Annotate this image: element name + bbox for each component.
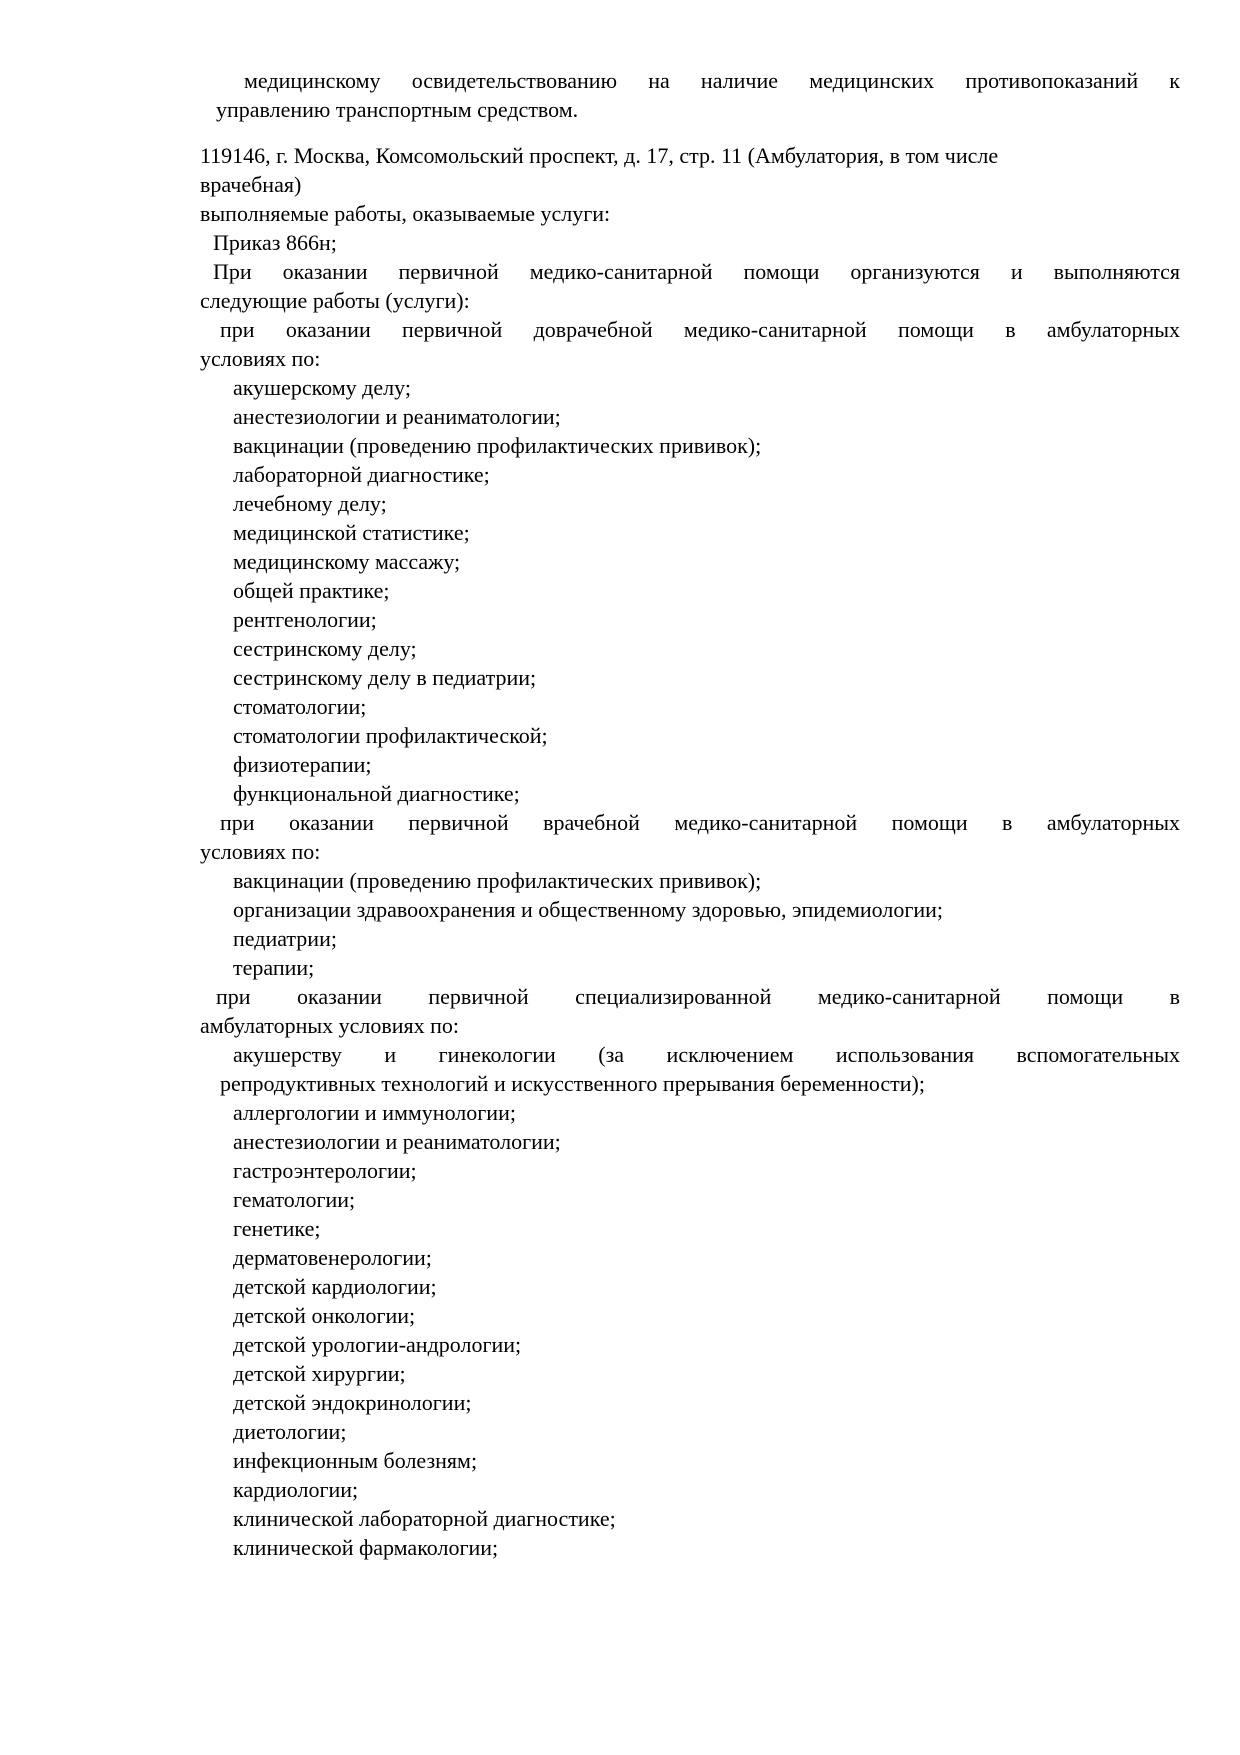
document-line: медицинскому освидетельствованию на наличие медицинских противопоказаний к: [244, 68, 1180, 93]
license-text-block: [200, 66, 1180, 1562]
document-line: лабораторной диагностике;: [233, 462, 490, 487]
document-line: физиотерапии;: [233, 752, 372, 777]
document-line: лечебному делу;: [233, 491, 387, 516]
document-line: организации здравоохранения и общественному здоровью, эпидемиологии;: [233, 897, 944, 922]
document-line: генетике;: [233, 1216, 321, 1241]
document-line: при оказании первичной специализированной медико-санитарной помощи в: [216, 984, 1180, 1009]
document-line: детской урологии-андрологии;: [233, 1332, 522, 1357]
document-line: условиях по:: [200, 346, 321, 371]
document-line: гастроэнтерологии;: [233, 1158, 417, 1183]
document-line: амбулаторных условиях по:: [200, 1013, 460, 1038]
document-line: стоматологии;: [233, 694, 367, 719]
document-line: рентгенологии;: [233, 607, 377, 632]
document-line: функциональной диагностике;: [233, 781, 520, 806]
document-line: детской онкологии;: [233, 1303, 416, 1328]
document-line: инфекционным болезням;: [233, 1448, 478, 1473]
document-line: общей практике;: [233, 578, 390, 603]
document-line: при оказании первичной врачебной медико-санитарной помощи в амбулаторных: [220, 810, 1180, 835]
document-line: выполняемые работы, оказываемые услуги:: [200, 201, 611, 226]
document-line: репродуктивных технологий и искусственного прерывания беременности);: [220, 1071, 925, 1096]
document-line: сестринскому делу;: [233, 636, 417, 661]
document-line: вакцинации (проведению профилактических прививок);: [233, 433, 762, 458]
document-line: Приказ 866н;: [213, 230, 337, 255]
document-line: вакцинации (проведению профилактических прививок);: [233, 868, 762, 893]
document-line: медицинской статистике;: [233, 520, 470, 545]
document-line: стоматологии профилактической;: [233, 723, 548, 748]
document-line: детской хирургии;: [233, 1361, 406, 1386]
document-line: при оказании первичной доврачебной медико-санитарной помощи в амбулаторных: [220, 317, 1180, 342]
document-line: кардиологии;: [233, 1477, 359, 1502]
document-line: врачебная): [200, 172, 302, 197]
document-line: управлению транспортным средством.: [216, 97, 579, 122]
document-line: 119146, г. Москва, Комсомольский проспект, д. 17, стр. 11 (Амбулатория, в том числе: [200, 143, 999, 168]
document-line: анестезиологии и реаниматологии;: [233, 404, 561, 429]
document-line: анестезиологии и реаниматологии;: [233, 1129, 561, 1154]
document-line: клинической фармакологии;: [233, 1535, 499, 1560]
document-line: аллергологии и иммунологии;: [233, 1100, 516, 1125]
document-line: детской эндокринологии;: [233, 1390, 472, 1415]
document-line: педиатрии;: [233, 926, 337, 951]
document-line: гематологии;: [233, 1187, 356, 1212]
document-line: При оказании первичной медико-санитарной помощи организуются и выполняются: [213, 259, 1180, 284]
document-line: условиях по:: [200, 839, 321, 864]
document-line: сестринскому делу в педиатрии;: [233, 665, 537, 690]
document-line: диетологии;: [233, 1419, 347, 1444]
document-line: следующие работы (услуги):: [200, 288, 470, 313]
document-line: терапии;: [233, 955, 315, 980]
document-line: клинической лабораторной диагностике;: [233, 1506, 616, 1531]
document-line: детской кардиологии;: [233, 1274, 437, 1299]
document-line: акушерству и гинекологии (за исключением использования вспомогательных: [233, 1042, 1180, 1067]
document-line: акушерскому делу;: [233, 375, 411, 400]
document-line: медицинскому массажу;: [233, 549, 461, 574]
document-line: дерматовенерологии;: [233, 1245, 432, 1270]
